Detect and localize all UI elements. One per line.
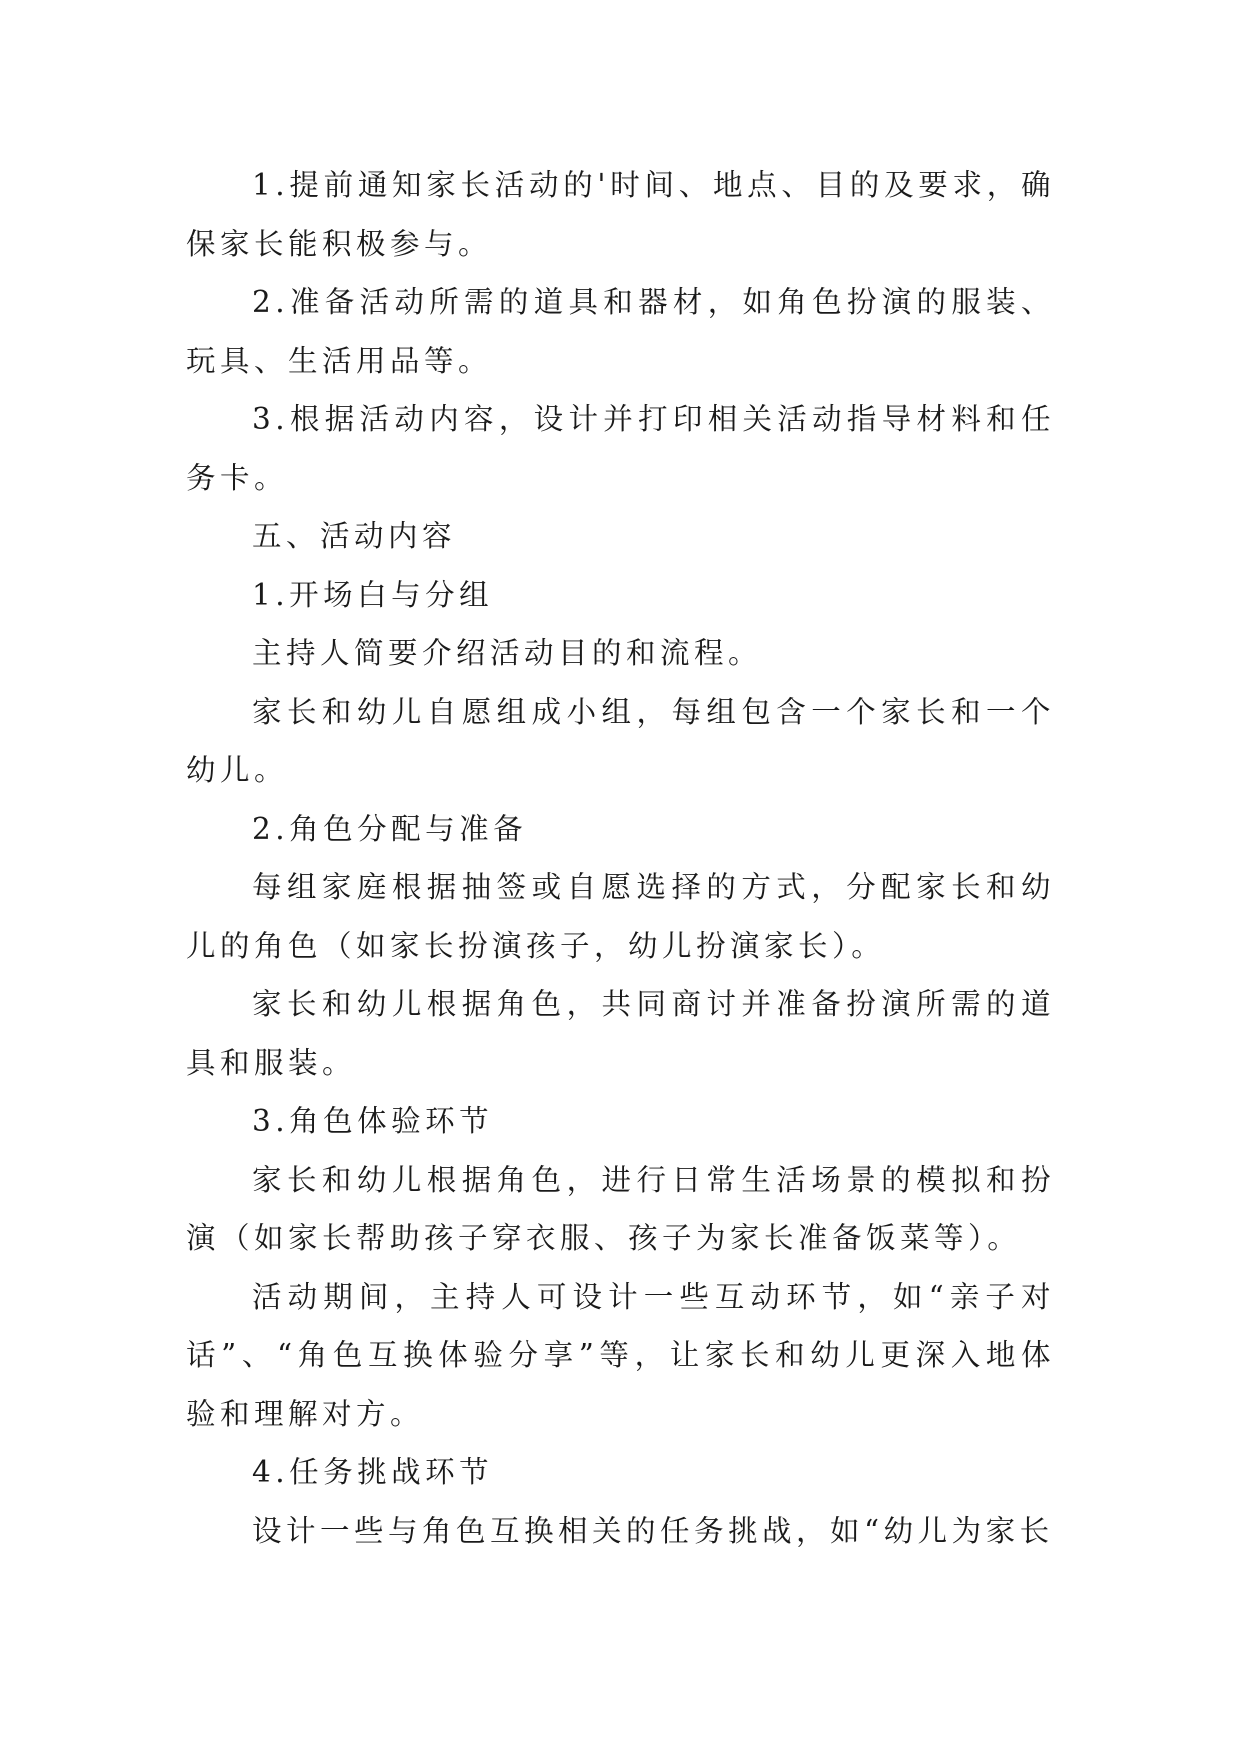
subheading-role-experience: 3.角色体验环节 [252,1104,494,1138]
paragraph-prep-3: 3.根据活动内容，设计并打印相关活动指导材料和任务卡。 [186,402,1055,495]
paragraph-prep-2: 2.准备活动所需的道具和器材，如角色扮演的服装、玩具、生活用品等。 [186,285,1055,378]
paragraph-host-intro: 主持人简要介绍活动目的和流程。 [252,636,763,670]
document-page [186,156,1055,1560]
paragraph-interaction: 活动期间，主持人可设计一些互动环节，如“亲子对话”、“角色互换体验分享”等，让家长和幼儿更深入地体验和理解对方。 [186,1279,1055,1431]
paragraph-grouping: 家长和幼儿自愿组成小组，每组包含一个家长和一个幼儿。 [186,694,1055,787]
subheading-role-assignment: 2.角色分配与准备 [252,811,528,846]
paragraph-task-challenge: 设计一些与角色互换相关的任务挑战，如“幼儿为家长 [252,1513,1054,1548]
paragraph-role-preparation: 家长和幼儿根据角色，共同商讨并准备扮演所需的道具和服装。 [186,987,1055,1080]
paragraph-role-assignment: 每组家庭根据抽签或自愿选择的方式，分配家长和幼儿的角色（如家长扮演孩子，幼儿扮演家长）。 [186,870,1055,963]
subheading-task-challenge: 4.任务挑战环节 [252,1455,494,1489]
paragraph-role-simulation: 家长和幼儿根据角色，进行日常生活场景的模拟和扮演（如家长帮助孩子穿衣服、孩子为家长准备饭菜等）。 [186,1162,1055,1255]
section-heading-activity-content: 五、活动内容 [252,519,457,553]
paragraph-prep-1: 1.提前通知家长活动的'时间、地点、目的及要求，确保家长能积极参与。 [186,168,1055,261]
subheading-opening-grouping: 1.开场白与分组 [252,577,494,612]
